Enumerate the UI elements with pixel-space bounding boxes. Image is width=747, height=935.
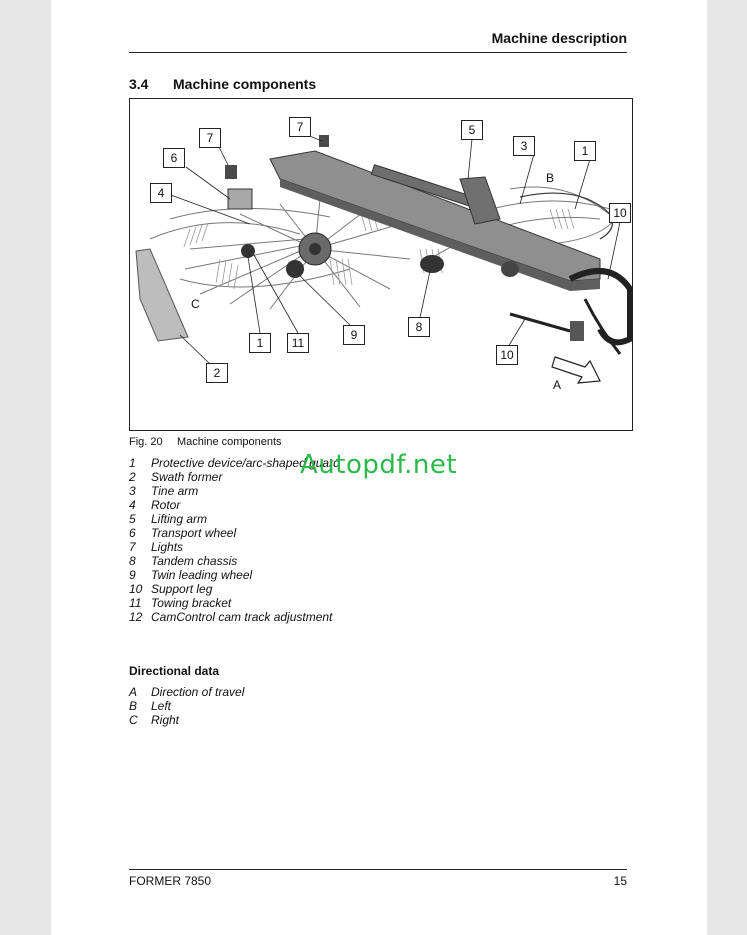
- callout-7-left: 7: [199, 128, 221, 148]
- page-header-title: Machine description: [491, 30, 627, 46]
- list-item: 8 Tandem chassis: [129, 554, 238, 568]
- callout-8: 8: [408, 317, 430, 337]
- figure-caption-number: Fig. 20: [129, 436, 163, 448]
- callout-4: 4: [150, 183, 172, 203]
- list-item: 12 CamControl cam track adjustment: [129, 610, 333, 624]
- footer-model: FORMER 7850: [129, 874, 212, 888]
- callout-10: 10: [496, 345, 518, 365]
- callout-1-right: 1: [574, 141, 596, 161]
- section-title: Machine components: [173, 76, 317, 92]
- figure-caption-text: Machine components: [177, 436, 282, 448]
- list-item: 6 Transport wheel: [129, 526, 237, 540]
- list-item: B Left: [129, 699, 172, 713]
- footer-rule: [129, 869, 627, 870]
- list-item: 7 Lights: [129, 540, 184, 554]
- list-item: C Right: [129, 713, 180, 727]
- list-item: 5 Lifting arm: [129, 512, 208, 526]
- callout-11: 10: [609, 203, 631, 223]
- list-item: 11 Towing bracket: [129, 596, 232, 610]
- section-number: 3.4: [129, 76, 149, 92]
- directional-list: [129, 685, 244, 727]
- list-item: A Direction of travel: [129, 685, 245, 699]
- list-item: 2 Swath former: [129, 470, 223, 484]
- callout-1-left: 1: [249, 333, 271, 353]
- list-item: 9 Twin leading wheel: [129, 568, 253, 582]
- page-number: 15: [613, 874, 627, 888]
- callout-5: 5: [461, 120, 483, 140]
- components-list: [129, 456, 340, 624]
- callout-12: 11: [287, 333, 309, 353]
- list-item: 10 Support leg: [129, 582, 213, 596]
- machine-figure: [129, 98, 633, 431]
- list-item: 4 Rotor: [129, 498, 181, 512]
- page-footer: [129, 874, 627, 888]
- section-heading: [129, 76, 316, 92]
- letter-c: C: [191, 297, 200, 311]
- letter-a: A: [553, 378, 562, 392]
- callout-6: 6: [163, 148, 185, 168]
- callout-9: 9: [343, 325, 365, 345]
- figure-caption: [129, 436, 282, 448]
- callout-2: 2: [206, 363, 228, 383]
- list-item: 3 Tine arm: [129, 484, 199, 498]
- letter-b: B: [546, 171, 555, 185]
- document-page: [51, 0, 707, 935]
- callout-7-right: 7: [289, 117, 311, 137]
- directional-heading: Directional data: [129, 664, 220, 678]
- watermark-text: Autopdf.net: [300, 450, 458, 480]
- list-item: 1 Protective device/arc-shaped guard: [129, 456, 340, 470]
- callout-3: 3: [513, 136, 535, 156]
- header-rule: [129, 52, 627, 53]
